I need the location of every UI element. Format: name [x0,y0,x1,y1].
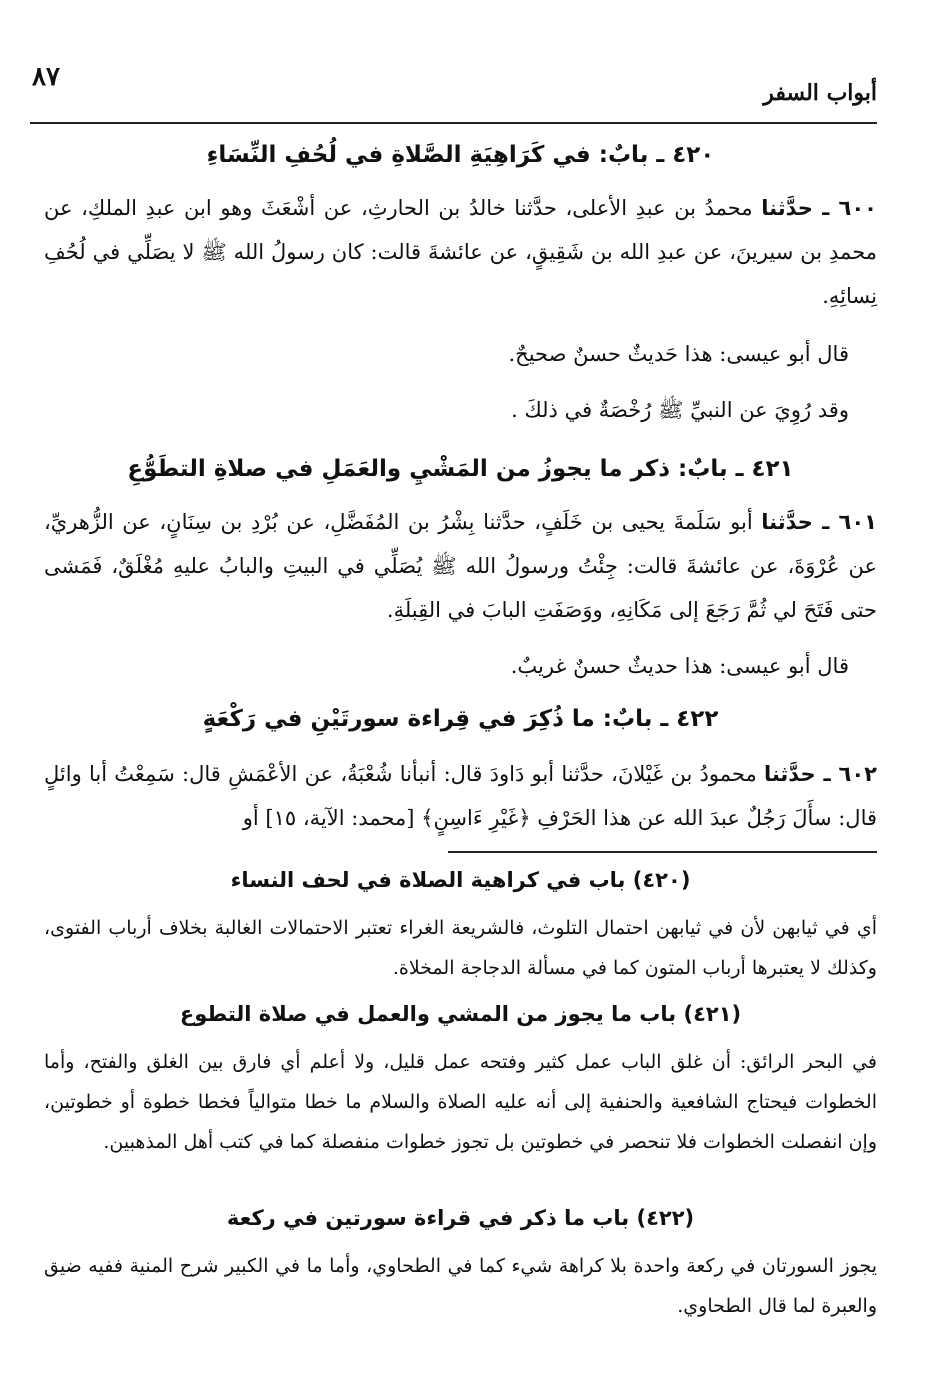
hadith-lead-601: ٦٠١ ـ حدَّثنا [761,510,877,534]
commentary-text-420: أي في ثيابهن لأن في ثيابهن احتمال التلوث، فالشريعة الغراء تعتبر الاحتمالات الغالبة بخلاف أرباب الفتوى، وكذلك لا يعتبرها أرباب المتون كما في مسألة الدجاجة المخلاة. [44,917,877,979]
commentary-heading-421: (٤٢١) باب ما يجوز من المشي والعمل في صلاة التطوع [179,1002,742,1026]
report-note-600: وقد رُوِيَ عن النبيِّ ﷺ رُخْصَةٌ في ذلكَ . [511,398,849,422]
hadith-text-600: محمدُ بن عبدِ الأعلى، حدَّثنا خالدُ بن الحارثِ، عن أشْعَثَ وهو ابن عبدِ الملكِ، عن محمدِ بن سيرينَ، عن عبدِ الله بن شَقِيقٍ، عن عائشةَ قالت: كان رسولُ الله ﷺ لا يصَلِّي في لُحُفِ نِسائِهِ. [44,196,877,308]
hadith-lead-600: ٦٠٠ ـ حدَّثنا [761,196,877,220]
commentary-heading-420: (٤٢٠) باب في كراهية الصلاة في لحف النساء [230,868,691,892]
chapter-heading-421: ٤٢١ ـ بابٌ: ذكر ما يجوزُ من المَشْيِ والعَمَلِ في صلاةِ التطَوُّعِ [127,456,794,482]
hadith-lead-602: ٦٠٢ ـ حدَّثنا [763,762,877,786]
chapter-heading-420: ٤٢٠ ـ بابٌ: في كَرَاهِيَةِ الصَّلاةِ في لُحُفِ النِّسَاءِ [206,142,715,168]
header-rule [30,122,877,124]
commentary-text-421: في البحر الرائق: أن غلق الباب عمل كثير وفتحه عمل قليل، ولا أعلم أي فارق بين الغلق والفتح، وأما الخطوات فيحتاج الشافعية والحنفية إلى أنه عليه الصلاة والسلام ما خطا متوالياً فخطا خطوة أو خطوتين، وإن انفصلت الخطوات فلا تنحصر في خطوتين بل تجوز خطوات منفصلة كما في كتب أهل المذهبين. [44,1051,877,1153]
chapter-heading-422: ٤٢٢ ـ بابٌ: ما ذُكِرَ في قِراءة سورتَيْنِ في رَكْعَةٍ [202,706,719,732]
hadith-600 [44,186,877,318]
page-number: ٨٧ [32,62,60,92]
hadith-text-602: محمودُ بن غَيْلانَ، حدَّثنا أبو دَاودَ قال: أنبأنا شُعْبَةُ، عن الأعْمَشِ قال: سَمِعْتُ أبا وائلٍ قال: سأَلَ رَجُلٌ عبدَ الله عن هذا الحَرْفِ ﴿غَيْرِ ءَاسِنٍ﴾ [محمد: الآية، ١٥] أو [44,762,877,830]
footnote-rule [448,851,877,853]
grading-note-600: قال أبو عيسى: هذا حَديثٌ حسنٌ صحيحٌ. [508,342,849,366]
hadith-text-601: أبو سَلَمةَ يحيى بن خَلَفٍ، حدَّثنا بِشْرُ بن المُفَضَّلِ، عن بُرْدِ بن سِنَانٍ، عن الزُّهريِّ، عن عُرْوَةَ، عن عائشةَ قالت: جِئْتُ ورسولُ الله ﷺ يُصَلِّي في البيتِ والبابُ عليهِ مُغْلَقٌ، فَمَشى حتى فَتَحَ لي ثُمَّ رَجَعَ إلى مَكَانِهِ، ووَصَفَتِ البابَ في القِبلَةِ. [44,510,877,622]
running-title: أبواب السفر [763,80,877,106]
hadith-601 [44,500,877,632]
hadith-602 [44,752,877,840]
grading-note-601: قال أبو عيسى: هذا حديثٌ حسنٌ غريبٌ. [510,654,849,678]
commentary-text-422: يجوز السورتان في ركعة واحدة بلا كراهة شيء كما في الطحاوي، وأما ما في الكبير شرح المنية ففيه ضيق والعبرة لما قال الطحاوي. [44,1255,877,1317]
commentary-heading-422: (٤٢٢) باب ما ذكر في قراءة سورتين في ركعة [226,1206,695,1230]
